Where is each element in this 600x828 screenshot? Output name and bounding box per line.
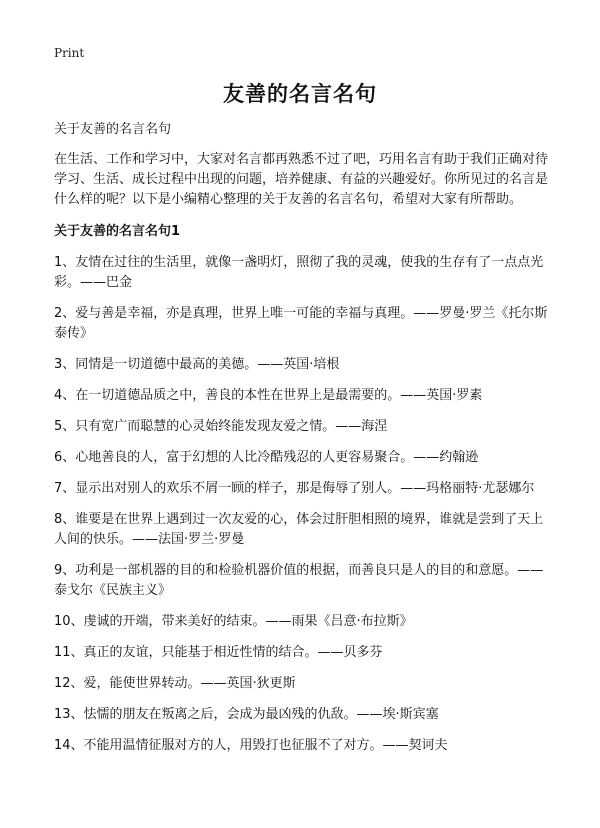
section-heading: 关于友善的名言名句1 [54, 224, 181, 239]
quote-item: 1、友情在过往的生活里，就像一盏明灯，照彻了我的灵魂，使我的生存有了一点点光彩。——巴金 [54, 255, 544, 290]
quote-item: 12、爱，能使世界转动。——英国·狄更斯 [54, 676, 296, 691]
intro-paragraph: 在生活、工作和学习中，大家对名言都再熟悉不过了吧，巧用名言有助于我们正确对待学习、生活、成长过程中出现的问题，培养健康、有益的兴趣爱好。你所见过的名言是什么样的呢？以下是小编精心整理的关于友善的名言名句，希望对大家有所帮助。 [54, 152, 549, 207]
quote-item: 7、显示出对别人的欢乐不屑一顾的样子，那是侮辱了别人。——玛格丽特·尤瑟娜尔 [54, 481, 535, 496]
quote-item: 2、爱与善是幸福，亦是真理，世界上唯一可能的幸福与真理。——罗曼·罗兰《托尔斯泰传》 [54, 306, 548, 341]
quote-item: 9、功利是一部机器的目的和检验机器价值的根据，而善良只是人的目的和意愿。——泰戈尔《民族主义》 [54, 563, 544, 598]
article-subtitle: 关于友善的名言名句 [54, 122, 172, 137]
article-body [54, 120, 554, 767]
quote-item: 11、真正的友谊，只能基于相近性情的结合。——贝多芬 [54, 645, 383, 660]
quote-item: 6、心地善良的人，富于幻想的人比冷酷残忍的人更容易聚合。——约翰逊 [54, 450, 479, 465]
quote-item: 4、在一切道德品质之中，善良的本性在世界上是最需要的。——英国·罗素 [54, 388, 483, 403]
quote-item: 8、谁要是在世界上遇到过一次友爱的心，体会过肝胆相照的境界，谁就是尝到了天上人间的快乐。——法国·罗兰·罗曼 [54, 512, 544, 547]
quote-item: 13、怯懦的朋友在叛离之后，会成为最凶残的仇敌。——埃·斯宾塞 [54, 707, 439, 722]
quote-item: 10、虔诚的开端，带来美好的结束。——雨果《吕意·布拉斯》 [54, 614, 413, 629]
quote-item: 3、同情是一切道德中最高的美德。——英国·培根 [54, 357, 340, 372]
quote-item: 14、不能用温情征服对方的人，用毁打也征服不了对方。——契诃夫 [54, 738, 448, 753]
print-label: Print [54, 46, 85, 60]
quote-item: 5、只有宽广而聪慧的心灵始终能发现友爱之情。——海涅 [54, 419, 388, 434]
page-title: 友善的名言名句 [223, 82, 377, 106]
